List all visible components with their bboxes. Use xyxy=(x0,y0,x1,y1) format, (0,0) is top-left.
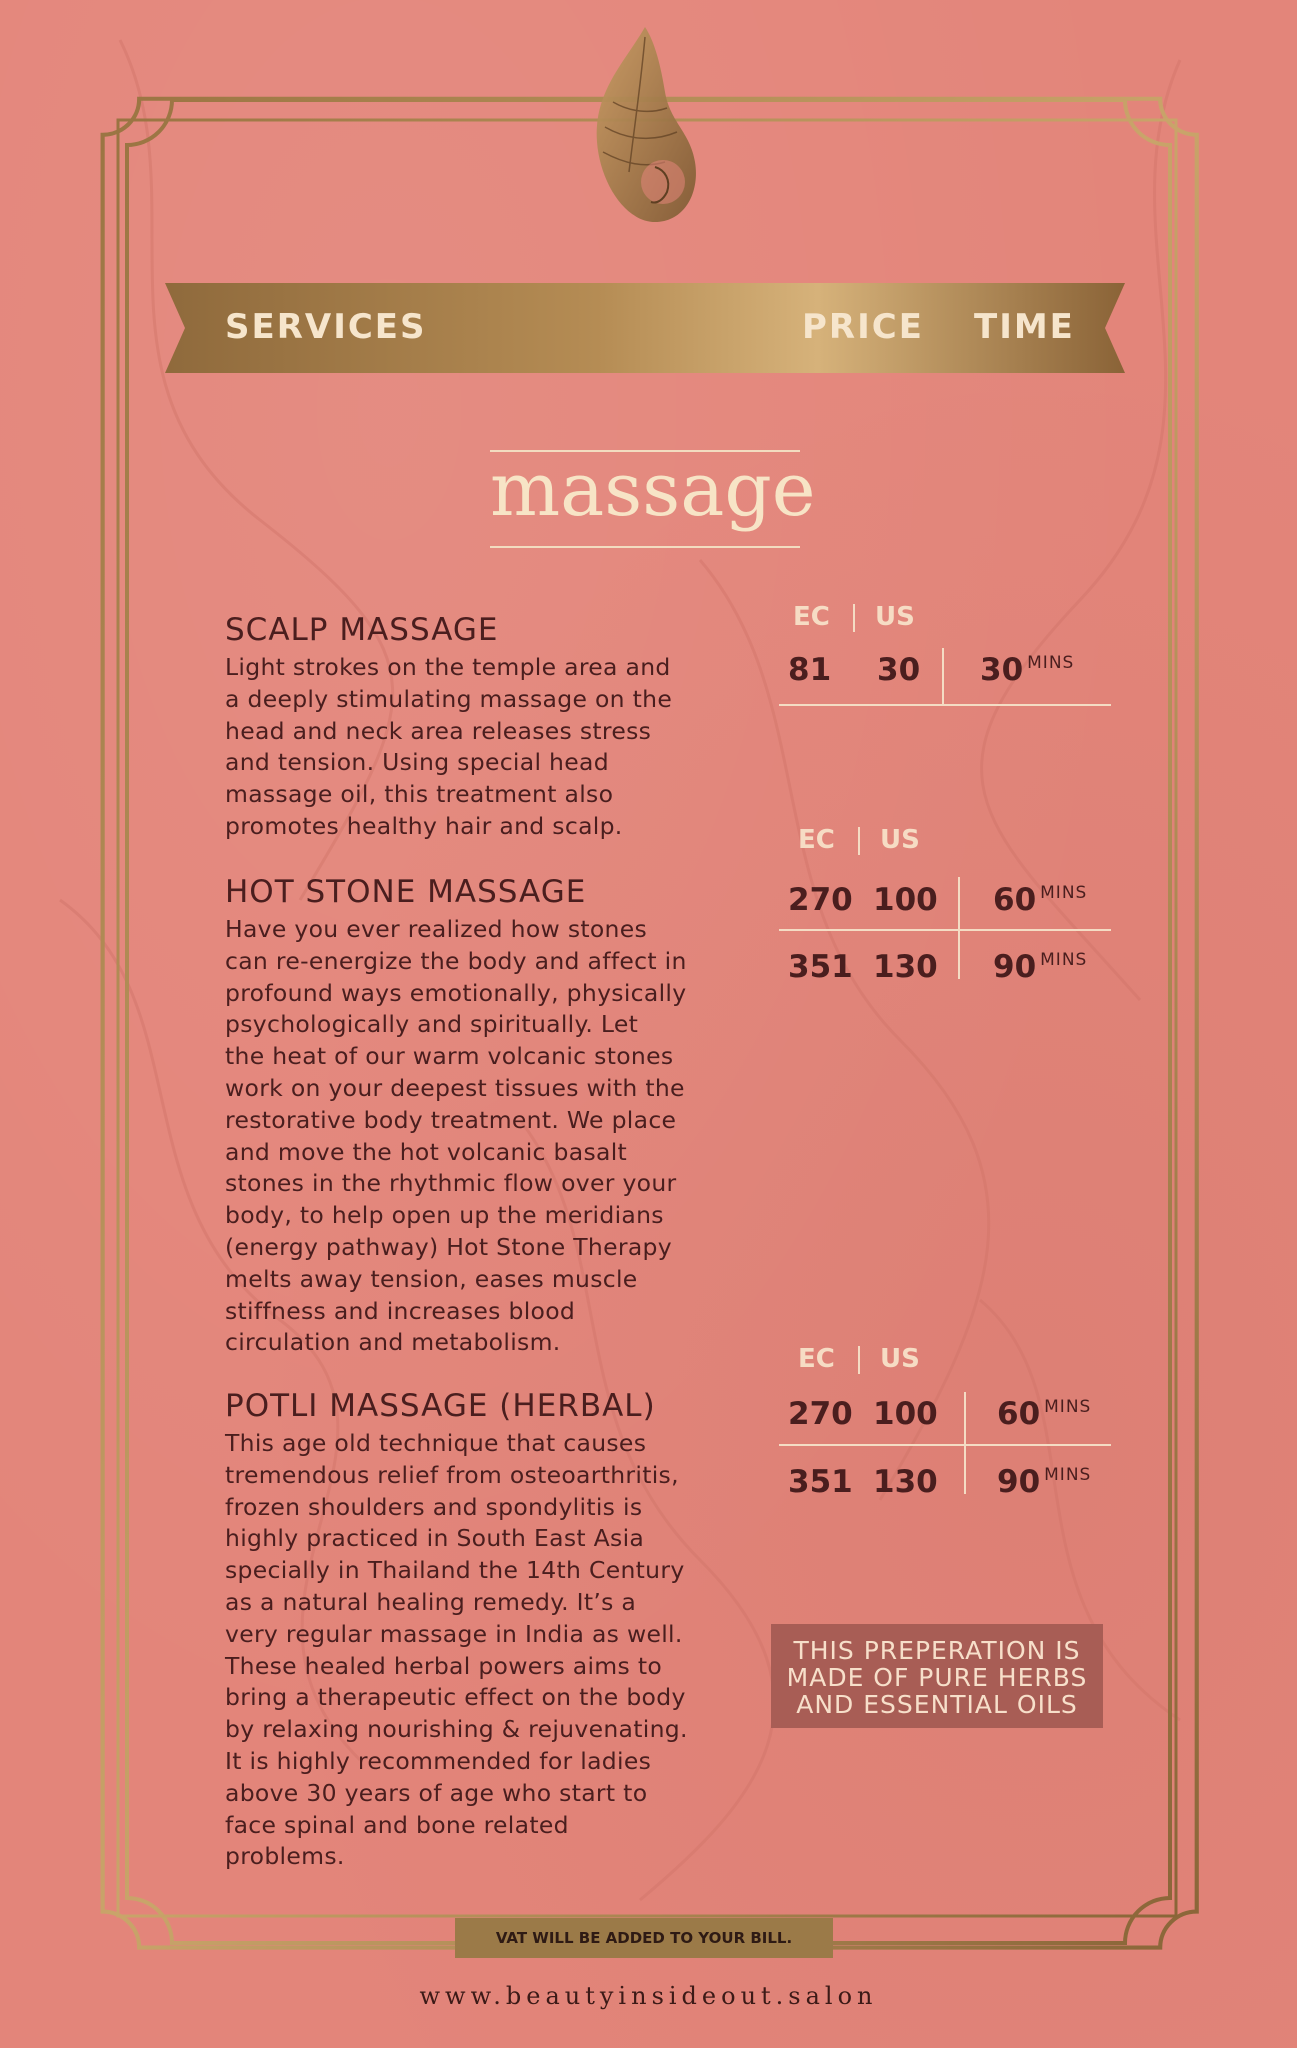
description-line: bring a therapeutic effect on the body xyxy=(225,1683,686,1712)
description-line: Have you ever realized how stones xyxy=(225,915,648,943)
description-line: profound ways emotionally, physically xyxy=(225,978,687,1007)
price-ec: 351 xyxy=(788,1464,853,1500)
service-name: HOT STONE MASSAGE xyxy=(225,874,587,910)
time-unit: MINS xyxy=(1040,883,1088,903)
price-header: PRICE xyxy=(802,307,924,347)
title-rule-bottom xyxy=(490,546,800,548)
time-unit: MINS xyxy=(1040,950,1088,970)
price-us: 30 xyxy=(877,652,921,688)
price-time-divider xyxy=(942,648,944,706)
description-line: (energy pathway) Hot Stone Therapy xyxy=(225,1232,672,1261)
currency-us-label: US xyxy=(880,1344,920,1374)
service-time xyxy=(993,882,1087,918)
service-time xyxy=(980,652,1074,688)
description-line: stiffness and increases blood xyxy=(225,1296,576,1325)
service-time xyxy=(997,1464,1091,1500)
description-line: This age old technique that causes xyxy=(225,1429,647,1457)
section-title: massage xyxy=(490,447,816,533)
description-line: a deeply stimulating massage on the xyxy=(225,684,673,713)
seashell-logo-icon xyxy=(585,22,705,232)
time-header: TIME xyxy=(974,307,1075,347)
description-line: restorative body treatment. We place xyxy=(225,1105,677,1134)
currency-divider xyxy=(853,604,855,632)
description-line: Light strokes on the temple area and xyxy=(225,653,671,681)
service-description xyxy=(225,914,705,1359)
price-ec: 351 xyxy=(788,949,853,985)
price-us: 100 xyxy=(873,882,938,918)
description-line: These healed herbal powers aims to xyxy=(225,1651,663,1680)
description-line: melts away tension, eases muscle xyxy=(225,1264,638,1293)
price-us: 100 xyxy=(873,1396,938,1432)
price-row-rule xyxy=(779,704,1111,706)
price-ec: 81 xyxy=(788,652,832,688)
description-line: and move the hot volcanic basalt xyxy=(225,1137,628,1166)
description-line: psychologically and spiritually. Let xyxy=(225,1010,639,1039)
description-line: as a natural healing remedy. It’s a xyxy=(225,1587,637,1616)
time-value: 90 xyxy=(993,949,1037,985)
time-value: 90 xyxy=(997,1464,1041,1500)
service-description xyxy=(225,1428,705,1873)
description-line: can re-energize the body and affect in xyxy=(225,946,687,975)
currency-us-label: US xyxy=(880,825,920,855)
description-line: highly practiced in South East Asia xyxy=(225,1524,645,1553)
service-time xyxy=(997,1396,1091,1432)
time-unit: MINS xyxy=(1044,1465,1092,1485)
note-line: AND ESSENTIAL OILS xyxy=(796,1690,1078,1719)
service-name: SCALP MASSAGE xyxy=(225,612,499,648)
price-us: 130 xyxy=(873,949,938,985)
description-line: work on your deepest tissues with the xyxy=(225,1073,685,1102)
description-line: problems. xyxy=(225,1842,345,1871)
description-line: stones in the rhythmic flow over your xyxy=(225,1169,677,1198)
currency-us-label: US xyxy=(875,602,915,632)
description-line: frozen shoulders and spondylitis is xyxy=(225,1492,643,1521)
herbal-note-box xyxy=(771,1624,1103,1728)
currency-divider xyxy=(858,827,860,855)
vat-notice: VAT WILL BE ADDED TO YOUR BILL. xyxy=(455,1918,833,1958)
note-line: MADE OF PURE HERBS xyxy=(786,1663,1088,1692)
description-line: by relaxing nourishing & rejuvenating. xyxy=(225,1715,688,1744)
service-time xyxy=(993,949,1087,985)
description-line: above 30 years of age who start to xyxy=(225,1778,648,1807)
price-row-rule xyxy=(779,929,1111,931)
services-header: SERVICES xyxy=(225,307,427,347)
description-line: and tension. Using special head xyxy=(225,748,609,777)
time-value: 60 xyxy=(993,882,1037,918)
price-row-rule xyxy=(779,1444,1111,1446)
description-line: face spinal and bone related xyxy=(225,1810,569,1839)
price-ec: 270 xyxy=(788,882,853,918)
currency-ec-label: EC xyxy=(793,602,830,632)
description-line: It is highly recommended for ladies xyxy=(225,1746,652,1775)
price-ec: 270 xyxy=(788,1396,853,1432)
time-value: 60 xyxy=(997,1396,1041,1432)
service-name: POTLI MASSAGE (HERBAL) xyxy=(225,1388,656,1424)
price-us: 130 xyxy=(873,1464,938,1500)
description-line: head and neck area releases stress xyxy=(225,716,652,745)
time-unit: MINS xyxy=(1027,653,1075,673)
price-time-divider xyxy=(958,877,960,979)
service-description xyxy=(225,652,705,843)
description-line: body, to help open up the meridians xyxy=(225,1201,664,1230)
description-line: massage oil, this treatment also xyxy=(225,780,614,809)
description-line: promotes healthy hair and scalp. xyxy=(225,811,623,840)
website-link[interactable]: www.beautyinsideout.salon xyxy=(419,1982,878,2010)
time-unit: MINS xyxy=(1044,1397,1092,1417)
description-line: circulation and metabolism. xyxy=(225,1328,561,1357)
currency-divider xyxy=(858,1346,860,1374)
description-line: the heat of our warm volcanic stones xyxy=(225,1042,674,1071)
description-line: very regular massage in India as well. xyxy=(225,1619,683,1648)
currency-ec-label: EC xyxy=(798,825,835,855)
currency-ec-label: EC xyxy=(798,1344,835,1374)
time-value: 30 xyxy=(980,652,1024,688)
note-line: THIS PREPERATION IS xyxy=(793,1636,1081,1665)
price-time-divider xyxy=(964,1392,966,1494)
description-line: tremendous relief from osteoarthritis, xyxy=(225,1460,679,1489)
description-line: specially in Thailand the 14th Century xyxy=(225,1556,685,1585)
